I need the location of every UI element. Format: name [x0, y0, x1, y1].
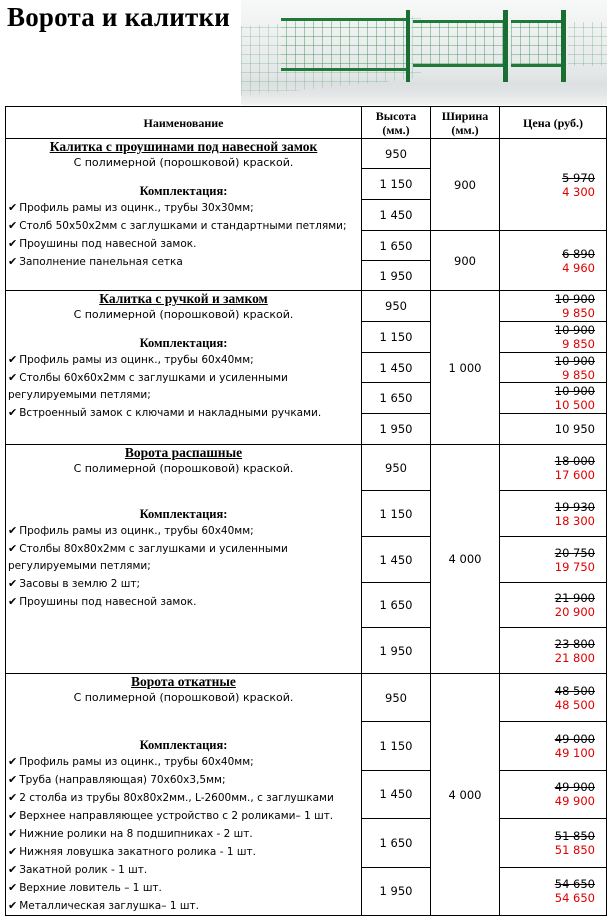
old-price: 21 900: [554, 591, 595, 605]
height-cell: 950: [362, 139, 431, 169]
price-cell: [500, 445, 607, 491]
feature-item: ✔ Засовы в землю 2 шт;: [8, 577, 141, 590]
height-cell: 1 150: [362, 491, 431, 537]
price-cell: [500, 867, 607, 915]
price-cell: [500, 291, 607, 322]
check-icon: ✔: [8, 237, 18, 250]
price-cell: [500, 491, 607, 537]
section-subtitle: С полимерной (порошковой) краской.: [73, 691, 294, 704]
new-price: 10 500: [554, 398, 595, 412]
old-price: 23 800: [554, 636, 595, 651]
height-cell: 1 950: [362, 628, 431, 674]
feature-item: ✔ Нижние ролики на 8 подшипниках - 2 шт.: [8, 827, 253, 840]
height-cell: 1 150: [362, 722, 431, 770]
price-cell: [500, 231, 607, 291]
section-title: Калитка с проушинами под навесной замок: [49, 139, 318, 154]
table-row: [6, 674, 607, 722]
height-cell: 1 150: [362, 169, 431, 200]
price-cell: [500, 819, 607, 867]
check-icon: ✔: [8, 863, 18, 876]
new-price: 20 900: [554, 605, 595, 619]
price-cell: [500, 628, 607, 674]
new-price: 17 600: [554, 467, 595, 482]
width-cell: 4 000: [431, 445, 500, 674]
table-header-row: [6, 107, 607, 139]
width-cell: 4 000: [431, 674, 500, 916]
new-price: 19 750: [554, 559, 595, 574]
old-price: 5 970: [562, 170, 595, 185]
feature-item: ✔ Столбы 60х60х2мм с заглушками и усиленными регулируемыми петлями;: [8, 371, 288, 401]
price-cell: [500, 383, 607, 414]
old-price: 51 850: [554, 828, 595, 843]
height-cell: 1 450: [362, 200, 431, 231]
check-icon: ✔: [8, 577, 18, 590]
check-icon: ✔: [8, 755, 18, 768]
old-price: 10 900: [554, 323, 595, 337]
height-cell: 950: [362, 445, 431, 491]
feature-item: ✔ 2 столба из трубы 80х80х2мм., L-2600мм., с заглушками: [8, 791, 334, 804]
check-icon: ✔: [8, 201, 18, 214]
page-title: Ворота и калитки: [7, 2, 230, 32]
old-price: 20 750: [554, 545, 595, 560]
new-price: 48 500: [554, 697, 595, 712]
price-cell: [500, 537, 607, 583]
height-cell: 1 650: [362, 383, 431, 414]
height-cell: 1 650: [362, 583, 431, 628]
feature-item: ✔ Металлическая заглушка– 1 шт.: [8, 899, 199, 912]
feature-item: ✔ Столб 50х50х2мм с заглушками и стандартными петлями;: [8, 219, 347, 232]
feature-item: ✔ Нижняя ловушка закатного ролика - 1 шт.: [8, 845, 256, 858]
kit-label: Комплектация:: [139, 507, 228, 521]
price-cell: [500, 139, 607, 231]
feature-item: ✔ Проушины под навесной замок.: [8, 595, 197, 608]
check-icon: ✔: [8, 406, 18, 419]
height-cell: 1 150: [362, 322, 431, 353]
width-cell: 900: [431, 139, 500, 231]
section-title: Калитка с ручкой и замком: [99, 291, 268, 306]
feature-item: ✔ Проушины под навесной замок.: [8, 237, 197, 250]
section-title: Ворота распашные: [124, 445, 243, 460]
check-icon: ✔: [8, 542, 18, 555]
feature-item: ✔ Профиль рамы из оцинк., трубы 30х30мм;: [8, 201, 254, 214]
price-cell: [500, 322, 607, 353]
check-icon: ✔: [8, 791, 18, 804]
check-icon: ✔: [8, 881, 18, 894]
feature-item: ✔ Труба (направляющая) 70х60х3,5мм;: [8, 773, 226, 786]
new-price: 4 960: [562, 260, 595, 275]
old-price: 49 900: [554, 780, 595, 795]
table-row: [6, 445, 607, 491]
new-price: 4 300: [562, 184, 595, 199]
new-price: 9 850: [562, 306, 595, 320]
old-price: 10 900: [554, 292, 595, 306]
feature-item: ✔ Верхние ловитель – 1 шт.: [8, 881, 162, 894]
feature-item: ✔ Встроенный замок с ключами и накладными ручками.: [8, 406, 322, 419]
feature-item: ✔ Закатной ролик - 1 шт.: [8, 863, 148, 876]
feature-item: ✔ Верхнее направляющее устройство с 2 роликами– 1 шт.: [8, 809, 334, 822]
old-price: 10 900: [554, 384, 595, 398]
height-cell: 1 650: [362, 819, 431, 867]
check-icon: ✔: [8, 255, 18, 268]
header-price: Цена (руб.): [500, 107, 607, 139]
height-cell: 950: [362, 291, 431, 322]
new-price: 54 650: [554, 891, 595, 906]
new-price: 18 300: [554, 513, 595, 528]
check-icon: ✔: [8, 827, 18, 840]
old-price: 6 890: [562, 246, 595, 261]
height-cell: 950: [362, 674, 431, 722]
price: 10 950: [554, 422, 595, 436]
new-price: 9 850: [562, 367, 595, 382]
height-cell: 1 650: [362, 231, 431, 261]
feature-item: ✔ Профиль рамы из оцинк., трубы 60х40мм;: [8, 755, 254, 768]
old-price: 10 900: [554, 353, 595, 368]
height-cell: 1 450: [362, 537, 431, 583]
height-cell: 1 450: [362, 770, 431, 818]
check-icon: ✔: [8, 353, 18, 366]
section-subtitle: С полимерной (порошковой) краской.: [73, 462, 294, 475]
new-price: 49 100: [554, 746, 595, 761]
kit-label: Комплектация:: [139, 336, 228, 350]
old-price: 54 650: [554, 877, 595, 892]
header-width: Ширина (мм.): [431, 107, 500, 139]
kit-label: Комплектация:: [139, 184, 228, 198]
check-icon: ✔: [8, 219, 18, 232]
check-icon: ✔: [8, 371, 18, 384]
new-price: 9 850: [562, 337, 595, 351]
feature-item: ✔ Профиль рамы из оцинк., трубы 60х40мм;: [8, 524, 254, 537]
feature-item: ✔ Профиль рамы из оцинк., трубы 60х40мм;: [8, 353, 254, 366]
old-price: 19 930: [554, 499, 595, 514]
height-cell: 1 450: [362, 353, 431, 383]
old-price: 48 500: [554, 683, 595, 698]
price-cell: [500, 353, 607, 383]
new-price: 49 900: [554, 794, 595, 809]
section-cell: [6, 291, 362, 445]
check-icon: ✔: [8, 524, 18, 537]
check-icon: ✔: [8, 899, 18, 912]
price-cell: [500, 722, 607, 770]
width-cell: 1 000: [431, 291, 500, 445]
check-icon: ✔: [8, 845, 18, 858]
price-cell: [500, 674, 607, 722]
fence-gate-image: [241, 0, 607, 105]
feature-item: ✔ Заполнение панельная сетка: [8, 255, 183, 268]
height-cell: 1 950: [362, 867, 431, 915]
height-cell: 1 950: [362, 414, 431, 445]
section-cell: [6, 445, 362, 674]
old-price: 49 000: [554, 732, 595, 747]
price-cell: [500, 770, 607, 818]
section-cell: [6, 139, 362, 291]
feature-item: ✔ Столбы 80х80х2мм с заглушками и усиленными регулируемыми петлями;: [8, 542, 288, 572]
table-row: [6, 291, 607, 322]
section-subtitle: С полимерной (порошковой) краской.: [73, 308, 294, 321]
header-height: Высота (мм.): [362, 107, 431, 139]
new-price: 51 850: [554, 842, 595, 857]
check-icon: ✔: [8, 809, 18, 822]
section-subtitle: С полимерной (порошковой) краской.: [73, 156, 294, 169]
price-cell: [500, 583, 607, 628]
old-price: 18 000: [554, 453, 595, 468]
section-cell: [6, 674, 362, 916]
kit-label: Комплектация:: [139, 738, 228, 752]
check-icon: ✔: [8, 595, 18, 608]
table-row: [6, 139, 607, 169]
header-name: Наименование: [6, 107, 362, 139]
price-cell: [500, 414, 607, 445]
section-title: Ворота откатные: [131, 674, 236, 689]
width-cell: 900: [431, 231, 500, 291]
check-icon: ✔: [8, 773, 18, 786]
price-table: [5, 106, 607, 916]
height-cell: 1 950: [362, 261, 431, 291]
new-price: 21 800: [554, 650, 595, 665]
